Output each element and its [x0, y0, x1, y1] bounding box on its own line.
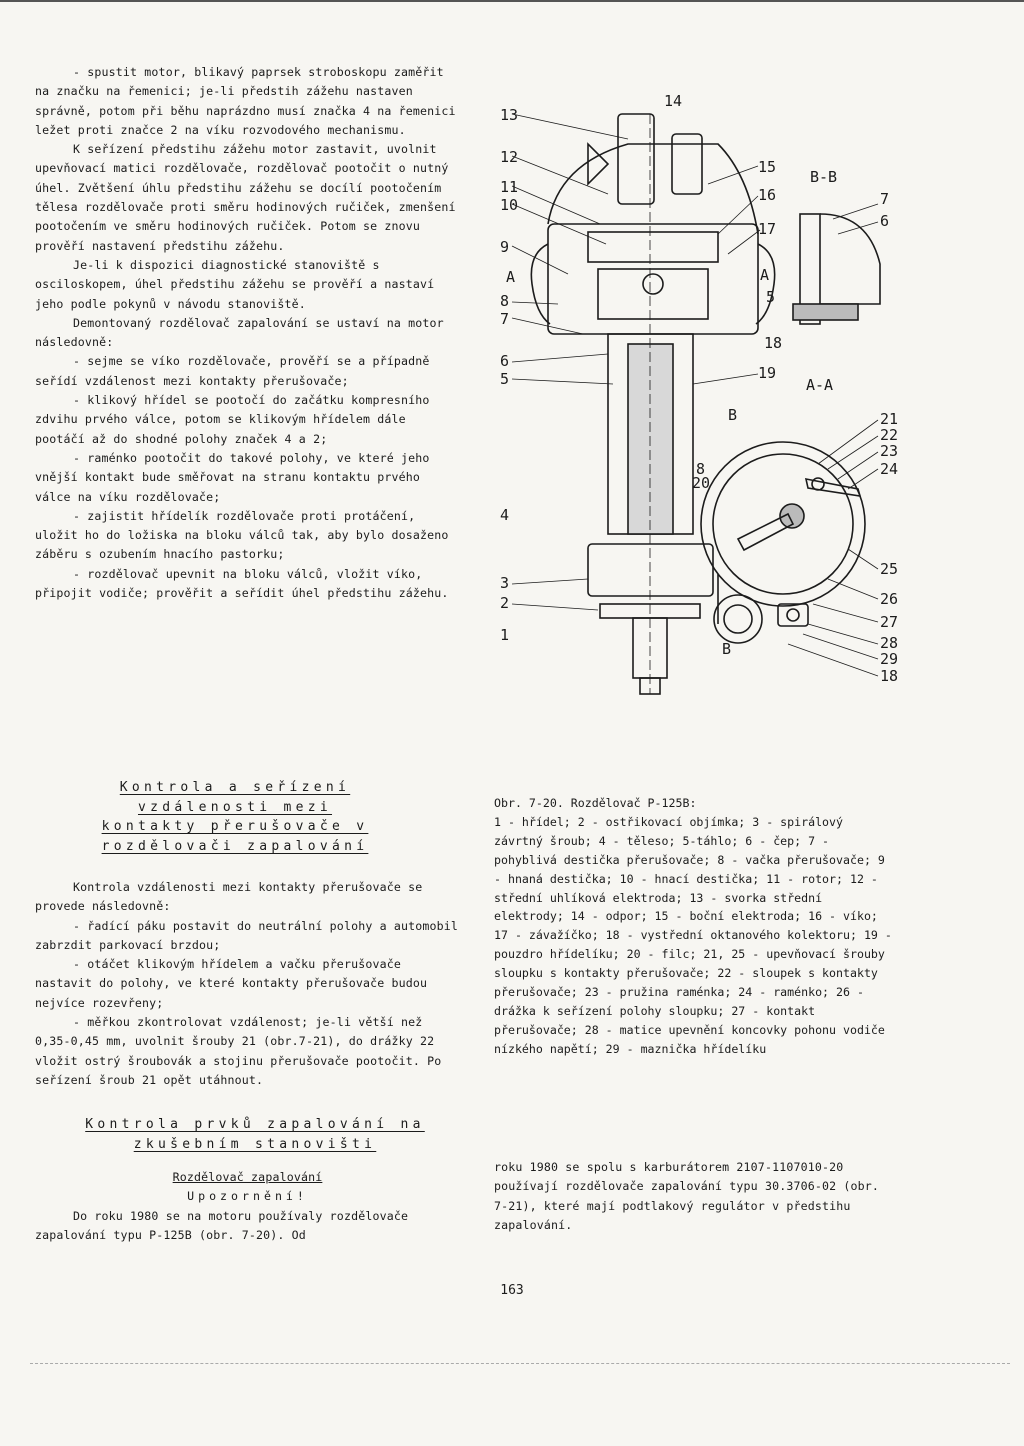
paragraph: roku 1980 se spolu s karburátorem 2107-1107010-20 používají rozdělovače zapalování typu 30.3706-02 (obr. 7-21), které mají podtlakový regulátor v předstihu zapalování. — [494, 1160, 880, 1232]
callout-label: 9 — [500, 238, 510, 256]
left-column-middle — [35, 878, 460, 1090]
paragraph: - řadící páku postavit do neutrální polohy a automobil zabrzdit parkovací brzdou; — [35, 918, 459, 952]
subheading: Rozdělovač zapalování — [172, 1170, 323, 1184]
paragraph: - otáčet klikovým hřídelem a vačku přerušovače nastavit do polohy, ve které kontakty přerušovače budou nejvíce rozevřeny; — [35, 957, 428, 1010]
section-heading-test-station — [30, 1115, 480, 1154]
callout-label: 11 — [500, 178, 519, 196]
section-marker: A — [506, 268, 516, 286]
page-bottom-edge — [30, 1363, 1010, 1365]
callout-label: 24 — [880, 460, 899, 478]
callout-label: 20 — [692, 474, 711, 492]
callout-label: 18 — [880, 667, 899, 685]
paragraph: - měřkou zkontrolovat vzdálenost; je-li větší než 0,35-0,45 mm, uvolnit šrouby 21 (obr.7-21), do drážky 22 vložit ostrý šroubovák a stojinu přerušovače pootočit. Po seřízení šroub 21 opět utáhnout. — [35, 1015, 442, 1087]
paragraph: - zajistit hřídelík rozdělovače proti protáčení, uložit ho do ložiska na bloku válců tak, aby bylo dosaženo záběru s ozubením hnacího pastorku; — [35, 508, 449, 562]
paragraph: Do roku 1980 se na motoru používaly rozdělovače zapalování typu P-125B (obr. 7-20). Od — [35, 1208, 409, 1242]
callout-label: 3 — [500, 574, 510, 592]
paragraph: - klikový hřídel se pootočí do začátku kompresního zdvihu prvého válce, potom se klikovým hřídelem dále pootáčí až do shodné polohy značek 4 a 2; — [35, 393, 430, 446]
caption-title: Obr. 7-20. Rozdělovač P-125B: — [494, 796, 697, 810]
callout-label: 21 — [880, 410, 899, 428]
callout-label: 22 — [880, 426, 899, 444]
top-edge-line — [0, 0, 1024, 2]
callout-label: 8 — [696, 460, 706, 478]
paragraph: Je-li k dispozici diagnostické stanoviště s osciloskopem, úhel předstihu zážehu se prověří a nastaví jeho podle pokynů v návodu stanoviště. — [35, 257, 435, 311]
callout-label: 29 — [880, 650, 899, 668]
notice: Upozornění! — [187, 1189, 308, 1204]
callout-label: 4 — [500, 506, 510, 524]
paragraph: - sejme se víko rozdělovače, prověří se a případně seřídí vzdálenost mezi kontakty přerušovače; — [35, 354, 430, 388]
paragraph: Demontovaný rozdělovač zapalování se ustaví na motor následovně: — [35, 315, 444, 350]
caption-body: 1 - hřídel; 2 - ostřikovací objímka; 3 - spirálový závrtný šroub; 4 - těleso; 5-táhlo; 6 - čep; 7 - pohyblivá destička přerušovače; 8 - vačka přerušovače; 9 - hnaná destička; 10 - hnací destička; 11 - rotor; 12 - střední uhlíková elektroda; 13 - svorka střední elektrody; 14 - odpor; 15 - boční elektroda; 16 - víko; 17 - závažíčko; 18 - vystřední oktanového kolektoru; 19 - pouzdro hřídelíku; 20 - filc; 21, 25 - upevňovací šrouby sloupku s kontakty přerušovače; 22 - sloupek s kontakty přerušovače; 23 - pružina raménka; 24 - raménko; 26 - drážka k seřízení polohy sloupku; 27 - kontakt přerušovače; 28 - matice upevnění koncovky pohonu vodiče nízkého napětí; 29 - maznička hřídelíku — [494, 814, 892, 1056]
heading-line: rozdělovači zapalování — [101, 838, 369, 854]
section-heading-contacts — [40, 778, 430, 856]
callout-label: 6 — [880, 212, 890, 230]
left-column-bottom — [35, 1168, 460, 1245]
leader-lines — [512, 114, 878, 676]
distributor-body-drawing — [531, 114, 880, 694]
callout-label: 1 — [500, 626, 510, 644]
heading-line: kontakty přerušovače v — [101, 819, 369, 834]
heading-line: Kontrola prvků zapalování na — [85, 1117, 425, 1132]
callout-label: 7 — [880, 190, 890, 208]
heading-line: zkušebním stanovišti — [133, 1136, 377, 1152]
section-marker: A — [760, 266, 770, 284]
section-marker: B — [722, 640, 732, 658]
callout-label: 13 — [500, 106, 519, 124]
left-column-top — [35, 63, 460, 603]
section-title: A-A — [806, 376, 834, 394]
callout-label: 17 — [758, 220, 777, 238]
section-title: B-B — [810, 168, 838, 186]
callout-label: 10 — [500, 196, 519, 214]
paragraph: - rozdělovač upevnit na bloku válců, vložit víko, připojit vodiče; prověřit a seřídit úhel předstihu zážehu. — [35, 566, 449, 601]
callout-label: 26 — [880, 590, 899, 608]
callout-label: 5 — [500, 370, 510, 388]
callout-label: 28 — [880, 634, 899, 652]
heading-line: Kontrola a seřízení — [119, 780, 351, 795]
callout-label: 6 — [500, 352, 510, 370]
paragraph: Kontrola vzdálenosti mezi kontakty přerušovače se provede následovně: — [35, 880, 423, 914]
heading-line: vzdálenosti mezi — [137, 799, 333, 815]
distributor-diagram — [488, 84, 914, 704]
callout-label: 23 — [880, 442, 899, 460]
figure-caption — [494, 794, 894, 1059]
callout-label: 14 — [664, 92, 683, 110]
callout-label: 5 — [766, 288, 776, 306]
callout-label: 18 — [764, 334, 783, 352]
callout-label: 8 — [500, 292, 510, 310]
page-number: 163 — [500, 1283, 524, 1298]
callout-label: 16 — [758, 186, 777, 204]
section-marker: B — [728, 406, 738, 424]
paragraph: - spustit motor, blikavý paprsek stroboskopu zaměřit na značku na řemenici; je-li předstih zážehu nastaven správně, potom při běhu naprázdno musí značka 4 na řemenici ležet proti značce 2 na víku rozvodového mechanismu. — [35, 65, 456, 137]
callout-label: 2 — [500, 594, 510, 612]
callout-label: 15 — [758, 158, 777, 176]
callout-label: 25 — [880, 560, 899, 578]
callout-label: 19 — [758, 364, 777, 382]
right-column-bottom — [494, 1158, 894, 1235]
callout-label: 12 — [500, 148, 519, 166]
paragraph: K seřízení předstihu zážehu motor zastavit, uvolnit upevňovací matici rozdělovače, rozdělovač pootočit o nutný úhel. Zvětšení úhlu předstihu zážehu se docílí pootočením tělesa rozdělovače proti směru hodinových ručiček, zmenšení pootočením ve směru hodinových ručiček. Potom se znovu prověří nastavení předstihu zážehu. — [35, 142, 456, 253]
callout-label: 27 — [880, 613, 899, 631]
callout-label: 7 — [500, 310, 510, 328]
paragraph: - raménko pootočit do takové polohy, ve které jeho vnější kontakt bude směřovat na stranu kontaktu prvého válce na víku rozdělovače; — [35, 450, 430, 504]
